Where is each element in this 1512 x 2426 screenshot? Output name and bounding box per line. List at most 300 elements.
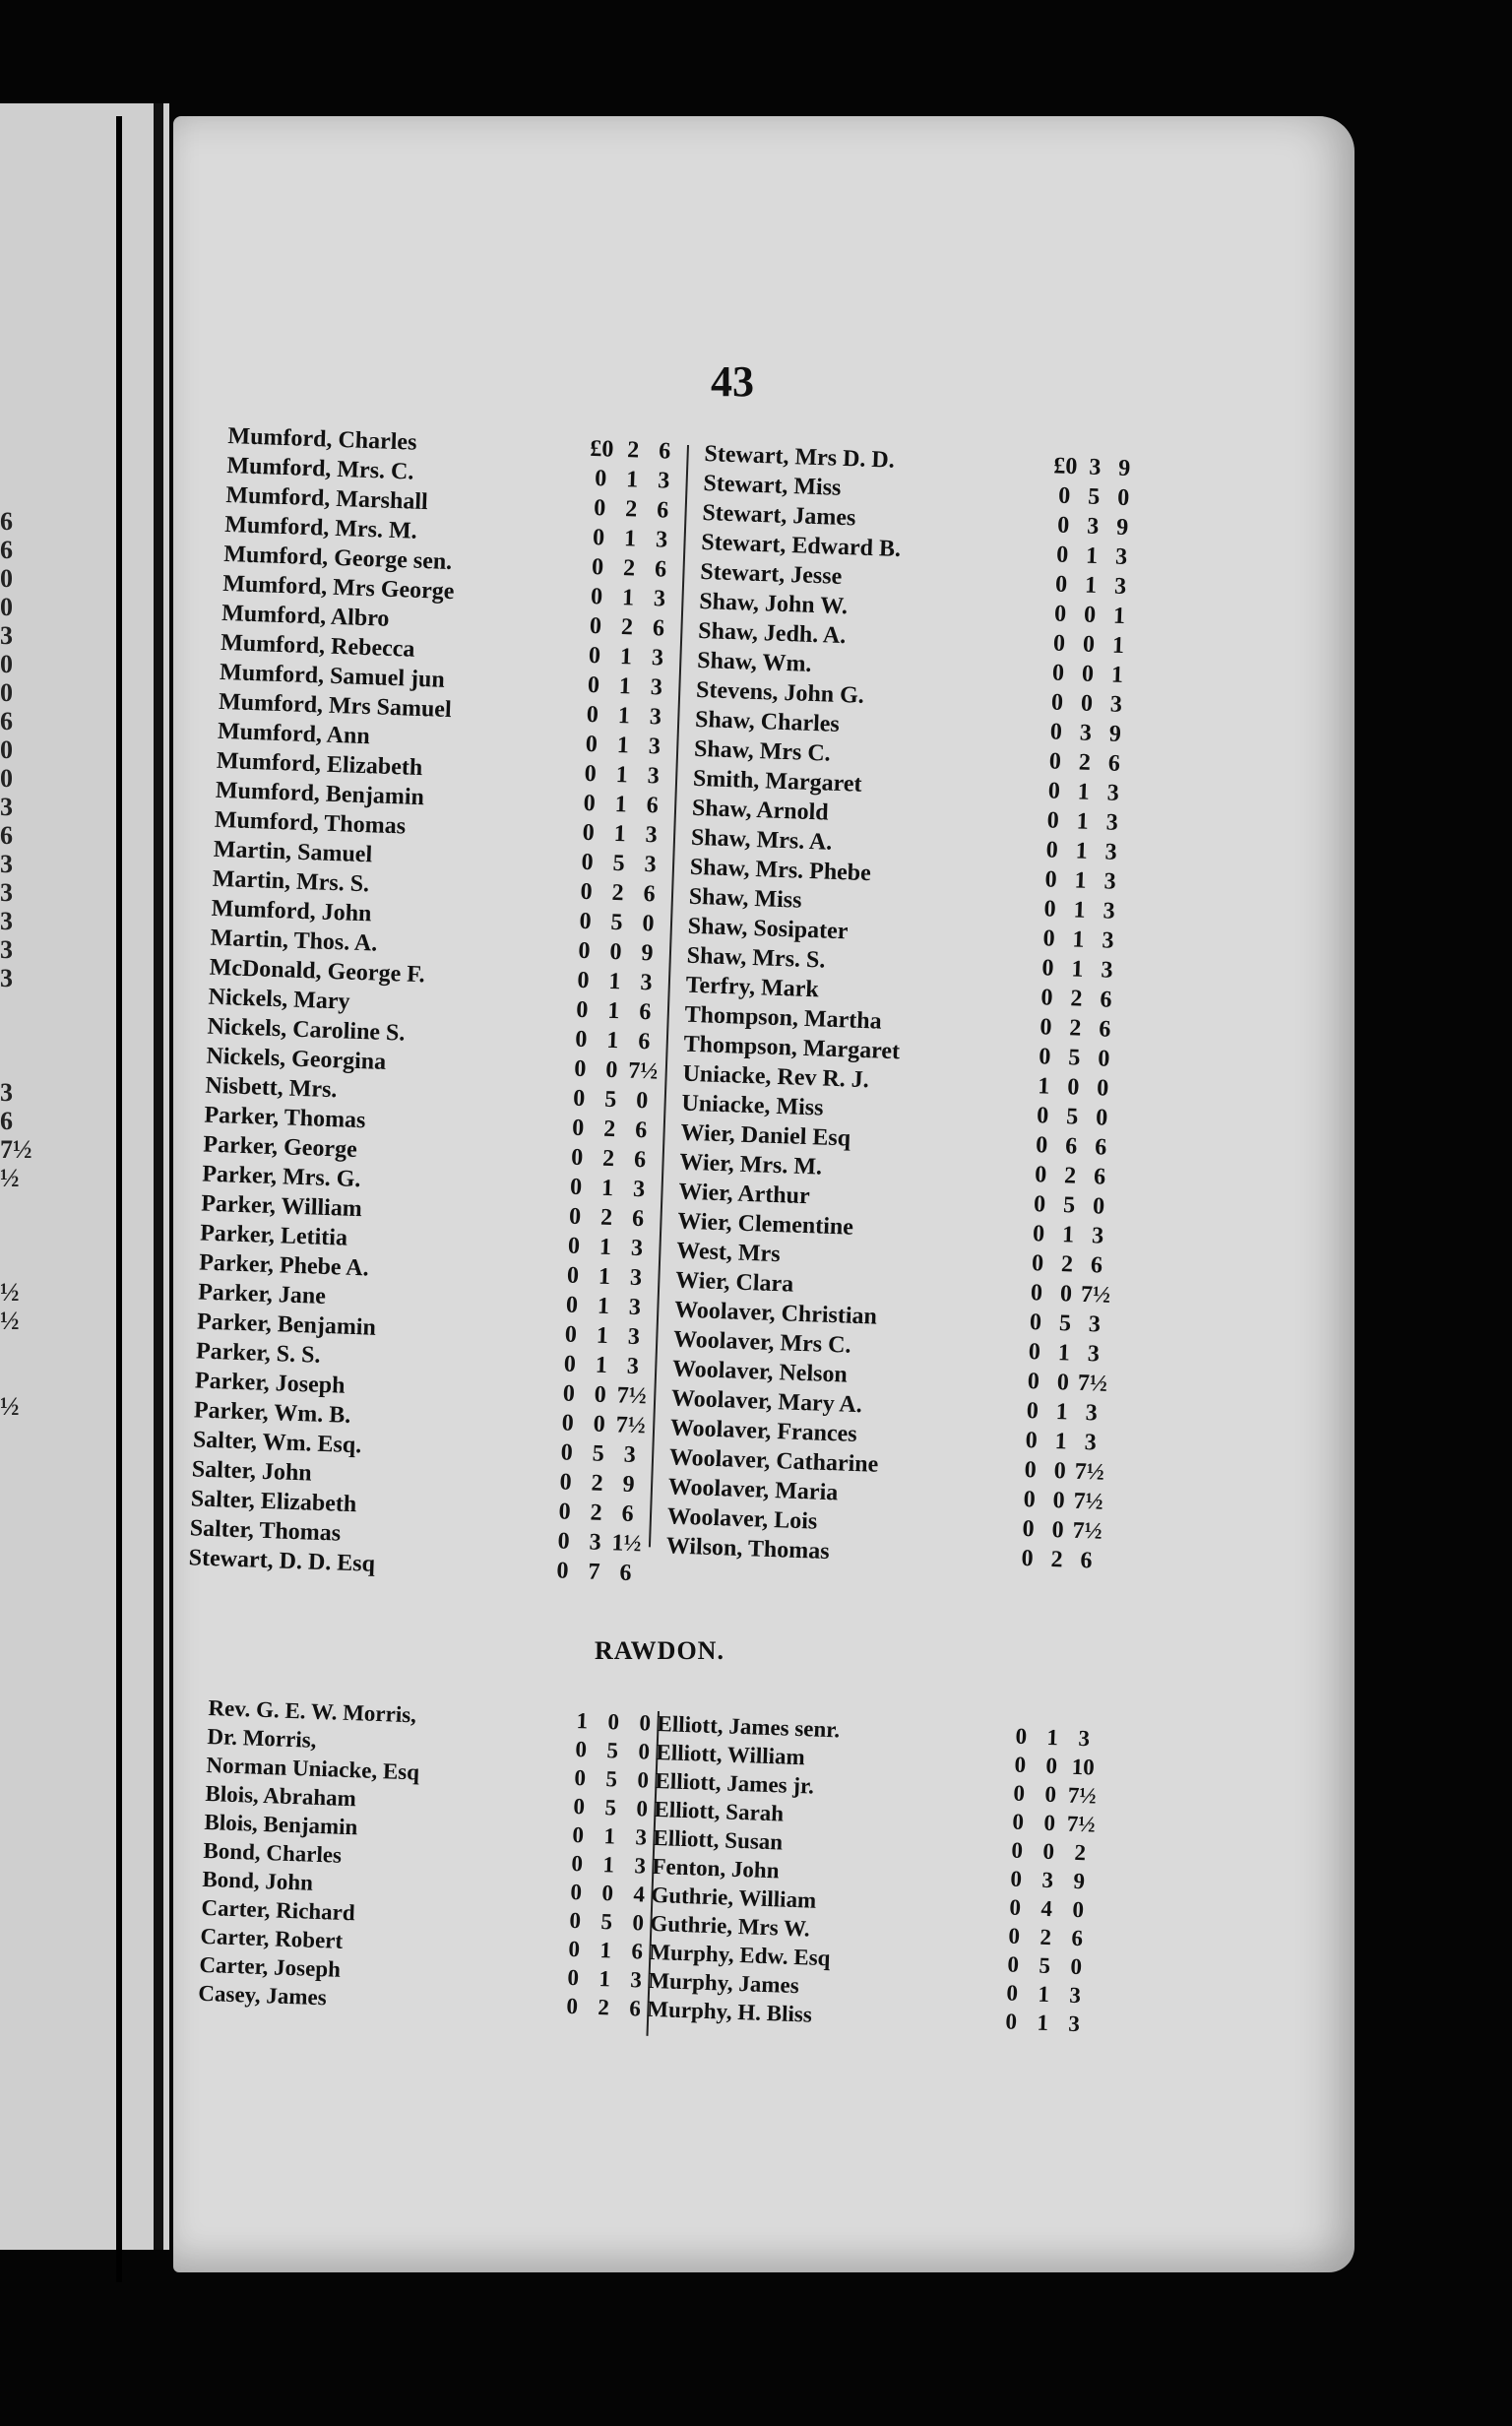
- amount: [1034, 926, 1123, 955]
- amount-pounds: 0: [575, 1737, 588, 1762]
- subscriber-name: Shaw, Jedh. A.: [697, 617, 847, 650]
- amount-pounds: 0: [569, 1907, 582, 1934]
- facing-page-edge: [0, 103, 169, 2250]
- amount: [571, 849, 666, 878]
- subscriber-name: Murphy, James: [648, 1967, 800, 1999]
- amount-shillings: 1: [602, 1852, 615, 1878]
- amount-pounds: 0: [569, 1174, 583, 1200]
- amount-shillings: 4: [1040, 1895, 1053, 1922]
- amount-shillings: 2: [599, 1204, 613, 1232]
- facing-page-digit: 6: [0, 1107, 13, 1135]
- amount-pence: 3: [1114, 543, 1128, 571]
- amount-shillings: 0: [1051, 1516, 1065, 1544]
- subscriber-name: Stewart, Edward B.: [700, 529, 902, 563]
- amount-pounds: 0: [1007, 1951, 1020, 1977]
- amount-shillings: 0: [1066, 1074, 1080, 1101]
- amount-pence: 6: [621, 1500, 635, 1528]
- amount-shillings: 0: [1052, 1488, 1066, 1514]
- amount-pence: 7½: [1067, 1782, 1098, 1809]
- amount-shillings: 2: [1070, 986, 1083, 1012]
- subscriber-name: Mumford, Samuel jun: [219, 659, 446, 693]
- amount-pence: 3: [653, 586, 666, 612]
- facing-page-digit: 3: [0, 878, 13, 907]
- amount-pounds: 0: [572, 1821, 585, 1848]
- amount-shillings: 0: [594, 1381, 607, 1408]
- amount: [562, 1115, 658, 1144]
- amount-pence: 6: [631, 1939, 644, 1964]
- amount-pence: 6: [1099, 987, 1112, 1013]
- amount-shillings: 5: [605, 1766, 618, 1792]
- amount: [567, 967, 662, 996]
- amount-pounds: 0: [1028, 1339, 1041, 1366]
- amount-pounds: 0: [1035, 1132, 1048, 1159]
- amount-shillings: 2: [620, 614, 634, 641]
- subscriber-name: Mumford, Mrs. C.: [226, 452, 414, 485]
- facing-page-digit: 3: [0, 850, 13, 878]
- amount: [581, 584, 676, 613]
- amount-pounds: 0: [1048, 748, 1062, 775]
- section-heading: RAWDON.: [595, 1636, 724, 1665]
- amount-pence: 3: [630, 1967, 643, 1993]
- amount-pence: 3: [648, 734, 662, 760]
- amount-shillings: 1: [598, 1234, 612, 1261]
- amount: [553, 1351, 649, 1380]
- subscriber-name: Elliott, Susan: [653, 1824, 784, 1855]
- subscriber-name: Uniacke, Miss: [681, 1090, 824, 1121]
- subscriber-name: Salter, Thomas: [189, 1515, 342, 1547]
- subscriber-name: Wier, Mrs. M.: [678, 1149, 823, 1181]
- subscriber-name: Bond, Charles: [203, 1837, 343, 1868]
- subscriber-name: Mumford, John: [211, 895, 372, 927]
- amount-pounds: 0: [1039, 1014, 1052, 1041]
- facing-page-digit: 0: [0, 650, 13, 678]
- subscriber-name: Norman Uniacke, Esq: [206, 1752, 420, 1785]
- amount-pounds: 0: [570, 1144, 584, 1172]
- subscriber-name: Elliott, James jr.: [655, 1767, 815, 1799]
- amount-pounds: 0: [1050, 689, 1064, 716]
- amount-shillings: 5: [1087, 483, 1101, 511]
- amount-pence: 6: [654, 556, 667, 583]
- subscriber-name: Wier, Daniel Esq: [680, 1119, 851, 1152]
- subscriber-name: Elliott, James senr.: [657, 1711, 841, 1743]
- amount-pence: 6: [658, 438, 671, 465]
- amount-pounds: 0: [1022, 1515, 1036, 1543]
- facing-page-digit: 0: [0, 593, 13, 621]
- facing-page-digit: [0, 1221, 20, 1249]
- facing-page-digit: 3: [0, 793, 13, 821]
- amount-pounds: 0: [586, 701, 599, 729]
- amount: [1031, 1014, 1120, 1044]
- subscriber-name: Woolaver, Mrs C.: [672, 1326, 851, 1359]
- amount-shillings: 1: [603, 1823, 616, 1849]
- amount-shillings: 3: [1086, 513, 1100, 541]
- amount-pence: 0: [1072, 1896, 1085, 1923]
- amount-pence: 3: [627, 1323, 641, 1351]
- amount: [999, 1894, 1095, 1923]
- amount-pence: 3: [630, 1235, 644, 1262]
- amount-pounds: 0: [1044, 866, 1058, 893]
- amount-shillings: 6: [1064, 1133, 1078, 1160]
- amount-shillings: 5: [1058, 1310, 1072, 1337]
- amount-shillings: 0: [593, 1411, 606, 1437]
- amount: [564, 1055, 660, 1085]
- subscriber-name: Parker, Letitia: [199, 1220, 348, 1251]
- amount-pence: 3: [1078, 1725, 1091, 1752]
- amount-shillings: 1: [1061, 1222, 1075, 1248]
- amount-shillings: 1: [614, 791, 628, 818]
- amount-shillings: 0: [1081, 661, 1095, 687]
- amount-pence: 3: [1113, 573, 1127, 601]
- subscriber-name: Mumford, Thomas: [214, 806, 407, 840]
- subscriber-name: Mumford, Mrs Samuel: [218, 688, 453, 724]
- amount: [1014, 1487, 1103, 1516]
- amount-shillings: 1: [615, 761, 629, 789]
- amount: [579, 643, 674, 672]
- amount-shillings: 5: [1039, 1952, 1051, 1979]
- amount-shillings: 2: [602, 1116, 616, 1143]
- amount-shillings: 3: [589, 1529, 602, 1556]
- amount-pence: 7½: [1080, 1281, 1111, 1309]
- amount-shillings: 1: [1046, 1724, 1059, 1751]
- amount-shillings: 1: [598, 1263, 611, 1291]
- amount-pounds: 0: [568, 1203, 582, 1230]
- subscriber-name: Mumford, Rebecca: [220, 629, 415, 663]
- subscriber-name: Salter, Elizabeth: [190, 1486, 357, 1518]
- amount-shillings: 2: [601, 1145, 615, 1173]
- amount-pence: 7½: [1074, 1458, 1105, 1486]
- amount-pence: 3: [1101, 957, 1113, 984]
- amount-pounds: 0: [1033, 1191, 1046, 1218]
- amount-shillings: 2: [1063, 1163, 1077, 1189]
- amount-shillings: 2: [1040, 1924, 1052, 1950]
- amount-pence: 9: [1073, 1868, 1086, 1894]
- amount-pence: 0: [1096, 1075, 1109, 1102]
- amount-pounds: 0: [1054, 571, 1068, 598]
- amount: [1027, 1132, 1116, 1162]
- subscriber-name: Woolaver, Nelson: [671, 1356, 849, 1388]
- amount-pence: 6: [1080, 1548, 1093, 1574]
- amount: [1041, 689, 1131, 719]
- facing-page-digit: 7½: [0, 1135, 32, 1164]
- amount-pence: 3: [623, 1441, 637, 1469]
- amount: [1024, 1221, 1113, 1250]
- amount-shillings: 5: [606, 1738, 619, 1763]
- amount-pounds: 0: [1036, 1103, 1049, 1129]
- amount: [586, 436, 681, 466]
- amount: [1045, 601, 1135, 630]
- subscriber-name: Shaw, Charles: [694, 706, 841, 737]
- amount-pence: 3: [639, 969, 653, 996]
- amount-shillings: 0: [1059, 1281, 1073, 1308]
- amount-pence: 0: [1070, 1953, 1083, 1980]
- subscriber-name: Mumford, Ann: [217, 718, 371, 750]
- subscriber-name: Casey, James: [198, 1980, 328, 2011]
- subscriber-name: Shaw, Mrs. A.: [690, 824, 833, 856]
- amount-pence: 3: [651, 645, 664, 671]
- subscriber-name: Parker, Benjamin: [196, 1309, 377, 1341]
- facing-page-digit: 0: [0, 735, 13, 764]
- amount-shillings: 2: [1060, 1251, 1074, 1278]
- amount: [1002, 1809, 1098, 1837]
- amount-pounds: 0: [585, 731, 598, 758]
- subscriber-name: Carter, Robert: [200, 1923, 344, 1953]
- amount-pence: 1½: [611, 1530, 642, 1558]
- amount-shillings: 1: [607, 968, 621, 995]
- amount: [580, 613, 675, 643]
- amount-pounds: 0: [582, 819, 596, 847]
- amount-pounds: 0: [590, 583, 603, 610]
- amount-shillings: 0: [1083, 602, 1097, 628]
- amount-pence: 0: [637, 1767, 650, 1793]
- facing-page-digit: 3: [0, 621, 13, 650]
- amount: [1049, 482, 1139, 512]
- amount-pounds: 0: [1034, 1162, 1047, 1188]
- amount-pounds: 0: [1013, 1780, 1026, 1807]
- amount-shillings: 2: [611, 879, 625, 907]
- amount-pence: 6: [633, 1146, 647, 1174]
- amount: [549, 1469, 645, 1499]
- amount-pence: 3: [650, 674, 663, 701]
- amount-pence: 7½: [1072, 1517, 1103, 1545]
- amount-pounds: 0: [1029, 1309, 1042, 1336]
- amount-shillings: 2: [1050, 1546, 1064, 1573]
- amount: [575, 732, 670, 761]
- amount-shillings: 1: [1077, 779, 1091, 805]
- subscriber-name: Bond, John: [202, 1866, 314, 1895]
- amount-pounds: 0: [584, 760, 598, 788]
- amount-pence: 0: [632, 1910, 645, 1936]
- subscriber-name: Woolaver, Maria: [667, 1474, 839, 1506]
- amount: [566, 996, 662, 1026]
- amount-pounds: 0: [587, 671, 600, 699]
- amount-pounds: 0: [1006, 1980, 1019, 2006]
- amount-pence: 9: [1108, 721, 1122, 747]
- amount-pounds: 0: [1005, 2009, 1018, 2034]
- amount-shillings: 1: [1084, 572, 1098, 599]
- amount-shillings: 5: [610, 909, 623, 936]
- amount-pence: 7½: [627, 1057, 659, 1085]
- amount: [557, 1965, 653, 1994]
- rawdon-list-left: [198, 1695, 662, 2025]
- subscriber-name: Shaw, Mrs. S.: [686, 942, 826, 974]
- subscriber-name: Smith, Margaret: [692, 765, 862, 798]
- subscriber-name: Stewart, Jesse: [699, 558, 843, 590]
- binding-rule: [116, 116, 122, 2282]
- facing-page-digit: 0: [0, 764, 13, 793]
- subscriber-name: Carter, Richard: [201, 1894, 356, 1926]
- amount-pounds: 0: [1038, 1044, 1051, 1070]
- subscriber-name: West, Mrs: [675, 1238, 781, 1268]
- amount-pounds: 0: [1024, 1456, 1038, 1484]
- amount-pounds: 0: [579, 908, 593, 935]
- amount: [569, 908, 664, 937]
- amount: [1040, 719, 1130, 748]
- amount-pence: 2: [1074, 1839, 1087, 1866]
- amount-shillings: 5: [1062, 1192, 1076, 1219]
- amount-pence: 3: [655, 527, 668, 553]
- amount-pounds: 0: [588, 642, 601, 670]
- subscriber-name: Carter, Joseph: [199, 1951, 342, 1982]
- amount-pounds: 0: [592, 524, 605, 551]
- amount-pounds: 0: [566, 1993, 579, 2019]
- amount: [1013, 1516, 1102, 1546]
- amount-pence: 6: [619, 1560, 632, 1586]
- subscriber-name: Thompson, Martha: [684, 1001, 883, 1035]
- subscriber-name: Nisbett, Mrs.: [205, 1072, 338, 1104]
- amount-pence: 7½: [1077, 1370, 1108, 1397]
- amount: [1036, 866, 1125, 896]
- amount-pounds: 0: [1040, 985, 1053, 1011]
- amount-pence: 3: [644, 852, 658, 878]
- subscriber-name: Mumford, Elizabeth: [216, 747, 423, 782]
- subscriber-name: Parker, George: [202, 1131, 358, 1164]
- facing-page-digit: 6: [0, 707, 13, 735]
- subscriber-name: Parker, Joseph: [194, 1368, 346, 1399]
- amount-shillings: 1: [596, 1322, 609, 1350]
- amount: [561, 1851, 657, 1880]
- amount-pounds: 0: [1046, 807, 1060, 834]
- amount-pence: 3: [635, 1824, 648, 1850]
- amount-shillings: 1: [1037, 2010, 1049, 2036]
- amount: [565, 1737, 661, 1765]
- subscriber-name: Terfry, Mark: [685, 972, 820, 1003]
- amount-pounds: 0: [1026, 1398, 1040, 1425]
- amount: [568, 937, 663, 967]
- facing-page-digit: [0, 1249, 20, 1278]
- amount-shillings: 1: [617, 703, 631, 730]
- subscriber-name: Wier, Arthur: [677, 1179, 811, 1210]
- subscriber-name: Mumford, Charles: [227, 423, 417, 456]
- amount-pence: 9: [622, 1471, 636, 1499]
- amount-pence: 0: [1116, 484, 1130, 512]
- amount-shillings: 2: [1068, 1015, 1082, 1042]
- amount-pence: 6: [643, 881, 657, 908]
- amount-shillings: 1: [619, 644, 633, 670]
- amount-shillings: 5: [600, 1909, 613, 1935]
- amount: [558, 1233, 654, 1262]
- amount: [585, 466, 680, 495]
- amount: [1038, 807, 1127, 837]
- amount: [1026, 1162, 1115, 1191]
- amount-pence: 1: [1112, 603, 1126, 630]
- amount-shillings: 1: [1076, 808, 1090, 835]
- amount-pounds: 0: [594, 466, 607, 492]
- amount-pence: 3: [629, 1264, 643, 1292]
- amount-pence: 3: [1102, 898, 1116, 925]
- facing-page-digit: 0: [0, 678, 13, 707]
- amount: [558, 1937, 654, 1965]
- amount: [547, 1528, 643, 1558]
- amount-pence: 6: [1098, 1016, 1111, 1043]
- amount-shillings: 0: [1080, 690, 1094, 717]
- subscriber-name: Mumford, Albro: [220, 600, 390, 632]
- subscriber-name: Stewart, D. D. Esq: [188, 1545, 376, 1577]
- amount-pence: 0: [639, 1710, 652, 1736]
- amount: [563, 1794, 659, 1822]
- amount: [583, 525, 678, 554]
- subscriber-name: Woolaver, Frances: [669, 1415, 858, 1448]
- subscriber-name: Stewart, Mrs D. D.: [704, 441, 896, 474]
- amount-shillings: 5: [612, 850, 626, 877]
- amount-pence: 0: [636, 1796, 649, 1821]
- facing-page-digit: ½: [0, 1307, 20, 1335]
- amount-shillings: 2: [622, 555, 636, 582]
- amount: [1012, 1546, 1102, 1575]
- subscriber-name: Mumford, Mrs. M.: [223, 511, 418, 544]
- page-number: 43: [711, 357, 754, 406]
- amount-shillings: 1: [599, 1938, 612, 1963]
- amount-shillings: 2: [1078, 749, 1092, 776]
- amount: [1023, 1250, 1112, 1280]
- subscriber-name: Mumford, Benjamin: [215, 777, 425, 811]
- amount: [550, 1439, 646, 1469]
- amount-pence: 1: [1111, 632, 1125, 659]
- amount-shillings: 1: [1074, 867, 1088, 894]
- amount-pounds: 0: [1051, 660, 1065, 686]
- amount: [1017, 1398, 1106, 1428]
- amount: [565, 1026, 661, 1055]
- amount-pounds-value: 0: [1064, 453, 1078, 480]
- facing-page-digit: 6: [0, 507, 13, 536]
- amount-pence: 7½: [615, 1412, 647, 1439]
- amount-pounds: 0: [1042, 926, 1056, 952]
- subscriber-name: Shaw, Wm.: [696, 647, 812, 677]
- amount-pounds: 0: [1010, 1866, 1023, 1892]
- amount-pence: 7½: [616, 1382, 648, 1410]
- facing-page-digit: 3: [0, 935, 13, 964]
- subscriber-name: Mumford, George sen.: [222, 541, 453, 576]
- amount-pence: 6: [631, 1205, 645, 1233]
- amount: [995, 2009, 1091, 2037]
- amount-pence: 9: [1117, 455, 1131, 482]
- amount-pence: 9: [641, 939, 654, 967]
- amount-shillings: 2: [598, 1995, 610, 2020]
- rawdon-list-right: [647, 1711, 1101, 2041]
- amount-pounds: 0: [564, 1321, 578, 1348]
- amount-pounds: 0: [559, 1469, 573, 1496]
- subscriber-name: Rev. G. E. W. Morris,: [208, 1695, 417, 1728]
- amount-pounds: 0: [573, 1794, 586, 1820]
- amount-pence: 6: [637, 1028, 651, 1055]
- amount-pence: 3: [1105, 809, 1119, 836]
- amount-shillings: 2: [624, 496, 638, 523]
- amount-shillings: 0: [604, 1056, 618, 1084]
- subscriber-name: Woolaver, Catharine: [668, 1444, 879, 1478]
- amount: [1016, 1428, 1105, 1457]
- amount-pence: 3: [1091, 1223, 1104, 1249]
- amount: [562, 1822, 658, 1851]
- amount-pounds: 0: [1031, 1250, 1044, 1277]
- amount: [1044, 630, 1134, 660]
- amount-pounds: [1050, 453, 1081, 480]
- subscriber-name: Elliott, William: [656, 1739, 806, 1770]
- facing-page-digit: ½: [0, 1392, 20, 1421]
- amount-pounds: 0: [593, 495, 606, 522]
- amount-pounds: 0: [565, 1292, 579, 1318]
- amount-shillings: 0: [1044, 1781, 1057, 1808]
- amount-pence: 10: [1071, 1754, 1096, 1780]
- amount-shillings: 1: [600, 1175, 614, 1202]
- amount-pounds: 0: [1011, 1837, 1024, 1864]
- amount-pence: 0: [1095, 1105, 1108, 1131]
- amount-pounds: 0: [583, 790, 597, 817]
- amount-pence: 3: [1087, 1341, 1101, 1368]
- amount-pounds: 0: [572, 1085, 586, 1113]
- subscriber-name: Stewart, James: [701, 499, 856, 532]
- amount-pence: 6: [656, 497, 669, 524]
- subscriber-name: Shaw, Mrs C.: [693, 735, 832, 767]
- amount: [998, 1923, 1094, 1951]
